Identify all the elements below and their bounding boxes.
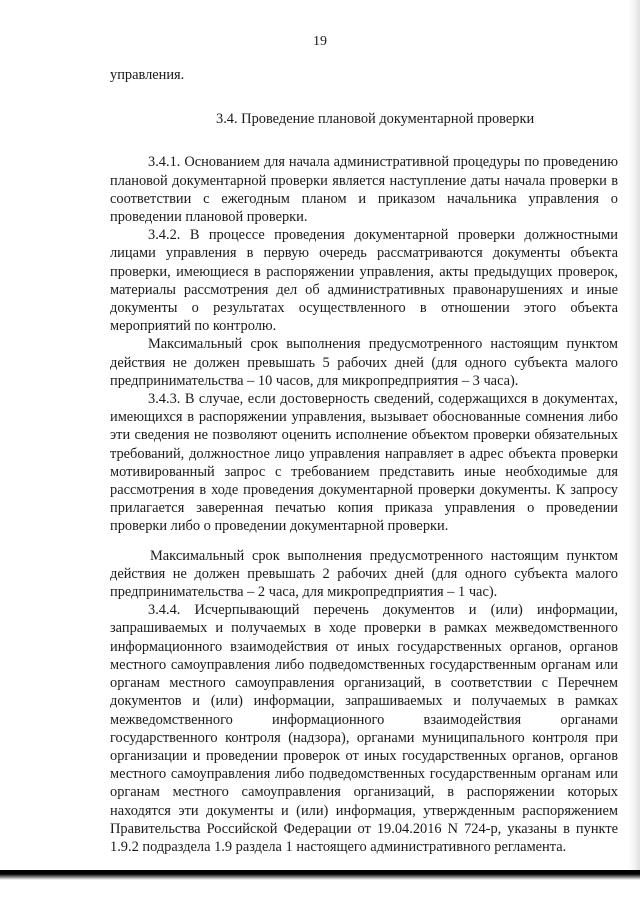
continuation-text: управления.: [110, 67, 185, 83]
paragraph-3-4-2: 3.4.2. В процессе проведения документарной проверки должностными лицами управления в первую очередь рассматриваются документы объекта проверки, имеющиеся в распоряжении управления, акты предыдущих проверок, материалы рассмотрения дел об административных правонарушениях и иные документы о результатах осуществленного в отношении этого объекта мероприятий по контролю.: [110, 227, 618, 335]
paragraph-3-4-3: 3.4.3. В случае, если достоверность сведений, содержащихся в документах, имеющихся в распоряжении управления, вызывает обоснованные сомнения либо эти сведения не позволяют оценить исполнение объектом проверки обязательных требований, должностное лицо управления направляет в адрес объекта проверки мотивированный запрос с требованием представить иные необходимые для рассмотрения в ходе проведения документарной проверки документы. К запросу прилагается заверенная печатью копия приказа управления о проведении проверки либо о проведении документарной проверки.: [110, 391, 618, 535]
scan-bottom-edge: [0, 870, 640, 880]
paragraph-3-4-4: 3.4.4. Исчерпывающий перечень документов и (или) информации, запрашиваемых и получаемых в ходе проверки в рамках межведомственного информационного взаимодействия от иных государственных органов, органов местного самоуправления либо подведомственных государственным органам или органам местного самоуправления организаций, в соответствии с Перечнем документов и (или) информации, запрашиваемых и получаемых в рамках межведомственного информационного взаимодействия органами государственного контроля (надзора), органами муниципального контроля при организации и проведении проверок от иных государственных органов, органов местного самоуправления либо подведомственных государственным органам или органам местного самоуправления организаций, в распоряжении которых находятся эти документы и (или) информация, утвержденным распоряжением Правительства Российской Федерации от 19.04.2016 N 724-р, указаны в пункте 1.9.2 подраздела 1.9 раздела 1 настоящего административного регламента.: [110, 602, 618, 855]
paragraph-3-4-2-deadline: Максимальный срок выполнения предусмотренного настоящим пунктом действия не должен превышать 5 рабочих дней (для одного субъекта малого предпринимательства – 10 часов, для микропредприятия – 3 часа).: [110, 336, 618, 389]
document-body: [110, 66, 618, 856]
section-heading: 3.4. Проведение плановой документарной проверки: [216, 111, 535, 128]
paragraph-3-4-1: 3.4.1. Основанием для начала административной процедуры по проведению плановой документарной проверки является наступление даты начала проверки в соответствии с ежегодным планом и приказом начальника управления о проведении плановой проверки.: [110, 154, 618, 226]
paragraph-3-4-3-deadline: Максимальный срок выполнения предусмотренного настоящим пунктом действия не должен превышать 2 рабочих дней (для одного субъекта малого предпринимательства – 2 часа, для микропредприятия – 1 час).: [110, 547, 618, 601]
page-number: 19: [313, 34, 327, 49]
scan-edge-shadow: [628, 0, 640, 880]
